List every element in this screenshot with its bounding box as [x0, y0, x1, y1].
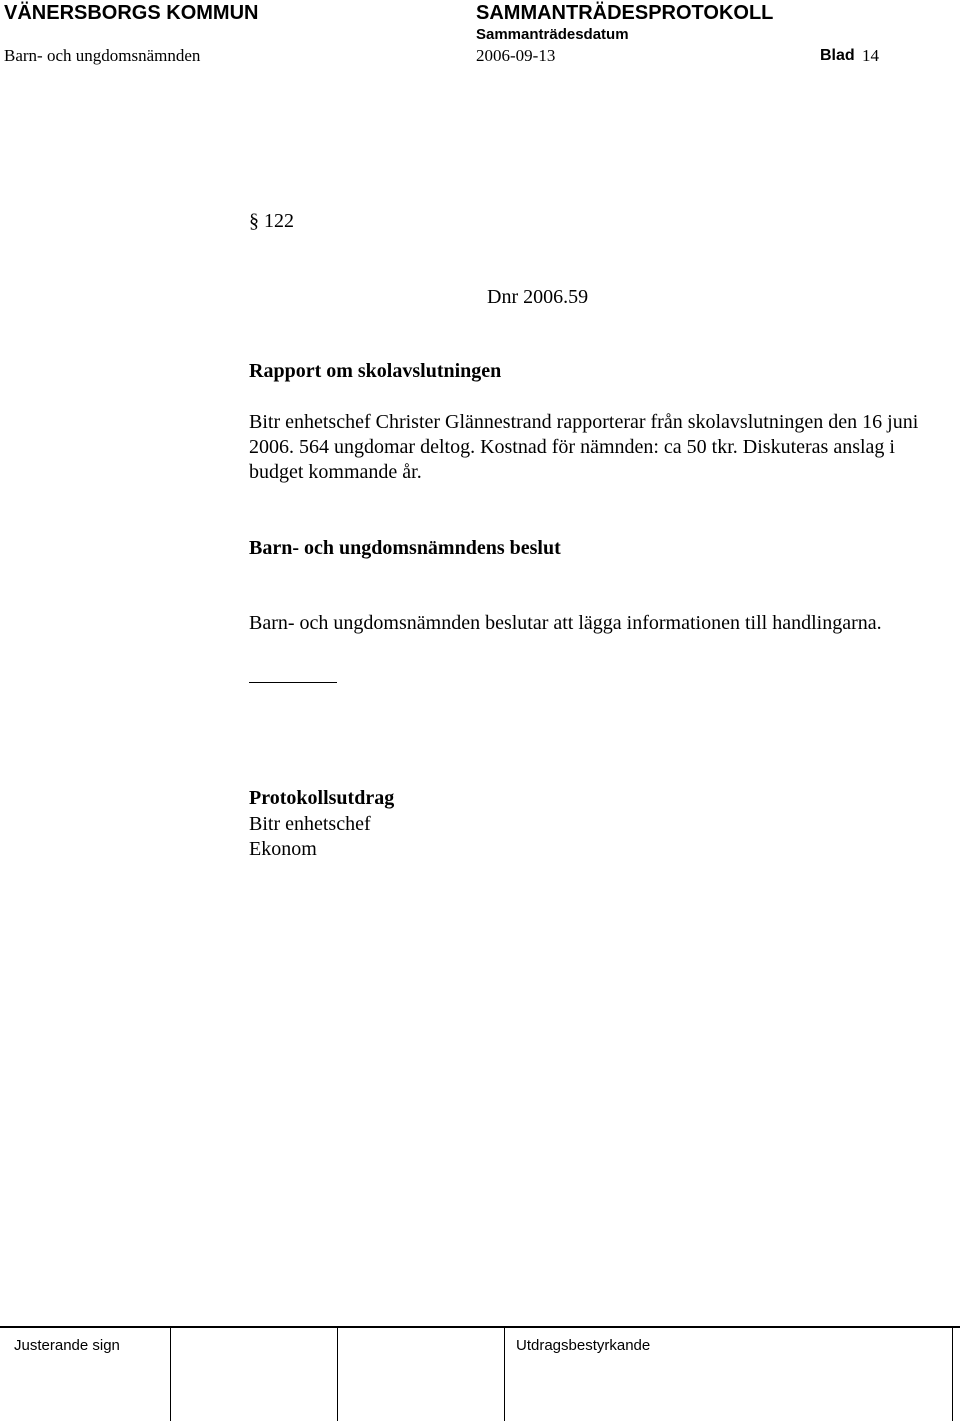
document-type: SAMMANTRÄDESPROTOKOLL	[476, 2, 774, 24]
decision-paragraph: Barn- och ungdomsnämnden beslutar att lägga informationen till handlingarna.	[249, 612, 882, 634]
footer-divider	[504, 1327, 505, 1421]
organization-name: VÄNERSBORGS KOMMUN	[4, 2, 259, 24]
footer-divider	[170, 1327, 171, 1421]
meeting-date: 2006-09-13	[476, 46, 556, 65]
section-title: Rapport om skolavslutningen	[249, 360, 502, 382]
diary-number: Dnr 2006.59	[487, 286, 589, 308]
distribution-recipient: Ekonom	[249, 838, 317, 860]
committee-name: Barn- och ungdomsnämnden	[4, 46, 201, 65]
distribution-recipient: Bitr enhetschef	[249, 813, 371, 835]
footer-divider	[337, 1327, 338, 1421]
meeting-date-label: Sammanträdesdatum	[476, 26, 629, 43]
page-label: Blad	[820, 47, 855, 64]
report-paragraph: Bitr enhetschef Christer Glännestrand rapporterar från skolavslutningen den 16 juni 2006. 564 ungdomar deltog. Kostnad för nämnden: ca 50 tkr. Diskuteras anslag i budget kommande år.	[249, 411, 919, 483]
separator-line	[249, 682, 337, 683]
footer-rule	[0, 1326, 960, 1328]
distribution-heading: Protokollsutdrag	[249, 787, 395, 809]
certification-label: Utdragsbestyrkande	[516, 1337, 651, 1354]
adjuster-signature-label: Justerande sign	[14, 1337, 120, 1354]
decision-heading: Barn- och ungdomsnämndens beslut	[249, 537, 561, 559]
section-number: § 122	[249, 210, 294, 232]
footer-divider	[952, 1327, 953, 1421]
page-number: 14	[862, 46, 879, 65]
distribution-list	[249, 812, 371, 862]
